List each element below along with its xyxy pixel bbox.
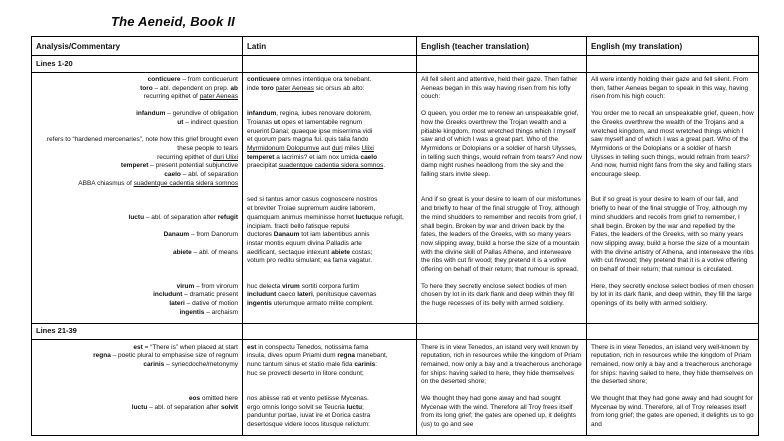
analysis-cell (32, 395, 243, 435)
latin-verse-line: incipiam. fracti bello fatisque repulsi (247, 222, 350, 230)
analysis-note-line: carinis – synecdoche/metonymy (143, 360, 238, 368)
latin-verse-line: quamquam animus meminisse horret luctuque refugit, (247, 213, 404, 221)
section-empty-cell (243, 323, 417, 340)
column-header-teacher-translation: English (teacher translation) (417, 37, 587, 56)
table-body (32, 37, 759, 436)
spacer-line (36, 196, 238, 205)
paragraph-row (32, 283, 759, 323)
my-translation-cell: But if so great is your desire to learn of our fall, and briefly to hear of the final struggle of Troy, although my mind shudders and recoils from grief to remember, I shall begin. Broken by the war and repelled by the Fates, the leaders of the Greeks, with so many years now slipping away, build a horse the size of a mountain with the divine artistry of Athena, and interweave the ribs with cut firwood; they pretend that it is a votive offering on behalf of their return; that rumour is circulated. (587, 196, 759, 282)
analysis-note-line: regna – poetic plural to emphasise size of regnum (93, 352, 238, 360)
analysis-note-line: est = “There is” when placed at start (133, 343, 238, 351)
page-title: The Aeneid, Book II (111, 14, 235, 29)
analysis-note-line: eos omitted here (188, 395, 238, 403)
latin-verse-line: temperet a lacrimis? et iam nox umida caelo (247, 153, 378, 161)
latin-verse-line: conticuere omnes intentique ora tenebant. (247, 76, 372, 83)
my-translation-cell: You order me to recall an unspeakable grief, queen, how the Greeks overthrew the wealth of the Trojans and a wretched kingdom, and most wretched things which I saw myself and of which I was a great part. Who of the Myrmidons or the Dolopians or a soldier of harsh Ulysses in telling such things, would refrain from tears? And now, humid night fans from the sky and falling stars encourage sleep. (587, 110, 759, 196)
latin-verse-line: praecipitat suadentque cadentia sidera somnos. (247, 162, 386, 170)
latin-verse-line: includunt caeco lateri, penitusque cavernas (247, 291, 377, 299)
analysis-note-line: luctu – abl. of separation after refugit (128, 213, 238, 221)
latin-verse-line: votum pro reditu simulant; ea fama vagatur. (247, 257, 373, 265)
spacer-line (36, 128, 238, 137)
analysis-cell (32, 283, 243, 323)
analysis-cell (32, 196, 243, 282)
latin-verse-line: et breviter Troiae supremum audire laborem, (247, 205, 376, 213)
teacher-translation-cell: O queen, you order me to renew an unspeakable grief, how the Greeks overthrew the Trojan wealth and a pitiable kingdom, most wretched things which I myself saw and of which I was a great part. Who of the Myrmidons or Dolopians or a soldier of harsh Ulysses, in telling such things, would refrain from tears? And now damp night rushes headlong from the sky and the falling stars invite sleep. (417, 110, 587, 196)
section-empty-cell (417, 56, 587, 73)
latin-verse-line: sed si tantus amor casus cognoscere nostros (247, 196, 378, 204)
section-label: Lines 1-20 (32, 56, 243, 73)
latin-verse-line: Troianas ut opes et lamentabile regnum (247, 118, 363, 126)
table-header-row (32, 37, 759, 56)
analysis-note-line: toro – abl. dependent on prep. ab (140, 84, 238, 92)
column-header-latin: Latin (243, 37, 417, 56)
teacher-translation-cell: We thought they had gone away and had sought Mycenae with the wind. Therefore all Troy frees itself from its long grief; the gates are opened up, it delights (us) to go and see (417, 395, 587, 435)
latin-verse-line: aedificant, sectaque intexunt abiete costas; (247, 248, 373, 256)
analysis-note-line: recurring epithet of duri Ulixi (157, 153, 238, 161)
latin-verse-line: insula, dives opum Priami dum regna manebant, (247, 352, 388, 360)
my-translation-cell: There is in view Tenedos, an island very well-known by reputation, rich in resources while the kingdom of Priam remained, now only a bay and a treacherous anchorage for ships: having sailed to here, they hide themselves on the deserted shore; (587, 340, 759, 396)
column-header-my-translation: English (my translation) (587, 37, 759, 56)
analysis-note-line: ingentis – archaism (179, 308, 238, 316)
paragraph-row (32, 72, 759, 110)
translation-table (31, 36, 759, 436)
analysis-note-line: lateri – dative of motion (169, 300, 238, 308)
latin-cell (243, 283, 417, 323)
latin-verse-line: Myrmidonum Dolopumve aut duri miles Ulixi (247, 144, 374, 152)
latin-verse-line: ergo omnis longo solvit se Teucria luctu; (247, 403, 364, 411)
section-empty-cell (587, 56, 759, 73)
latin-verse-line: desertosque videre locos litusque relictum: (247, 421, 370, 429)
teacher-translation-cell: And if so great is your desire to learn of our misfortunes and briefly to hear of the final struggle of Troy, although the mind shudders to remember and recoils from grief, I shall begin. Broken by war and driven back by the fates, the leaders of the Greeks, with so many years now slipping away, build a horse the size of a mountain with the divine skill of Pallas Athene, and interweave the ribs with cut fir wood; they pretend it is a votive offering on behalf of their return; that rumour is spread. (417, 196, 587, 282)
analysis-cell (32, 110, 243, 196)
analysis-note-line: recurring epithet of pater Aeneas (143, 93, 238, 101)
section-row (32, 56, 759, 73)
paragraph-row (32, 110, 759, 196)
paragraph-row (32, 196, 759, 282)
analysis-note-line: Danaum – from Danorum (163, 231, 238, 239)
latin-cell (243, 340, 417, 396)
paragraph-row (32, 395, 759, 435)
analysis-note-line: luctu – abl. of separation after solvit (131, 403, 238, 411)
analysis-note-line: includunt – dramatic present (153, 291, 238, 299)
latin-cell (243, 395, 417, 435)
latin-verse-line: nos abiisse rati et vento petiisse Mycenas. (247, 395, 369, 403)
latin-verse-line: huc se provecti deserto in litore condunt; (247, 369, 364, 377)
teacher-translation-cell: There is in view Tenedos, an island very well known by reputation, rich in resources while the kingdom of Priam remained, now only a bay and a treacherous anchorage for ships: having sailed to here, they hide themselves on the deserted shore; (417, 340, 587, 396)
my-translation-cell: We thought that they had gone away and had sought for Mycenae by wind. Therefore, all of Troy releases itself from long grief; the gates are opened, it delights us to go and (587, 395, 759, 435)
paragraph-row (32, 340, 759, 396)
latin-cell (243, 110, 417, 196)
analysis-note-line: virum – from virorum (176, 282, 238, 290)
analysis-note-line: abiete – abl. of means (172, 248, 238, 256)
latin-verse-line: et quorum pars magna fui. quis talia fando (247, 136, 369, 144)
analysis-note-line: infandum – gerundive of obligation (136, 110, 238, 118)
analysis-cell (32, 340, 243, 396)
teacher-translation-cell: To here they secretly enclose select bodies of men chosen by lot in its dark flank and deep within they fill the huge recesses of its belly with armed soldiery. (417, 283, 587, 323)
latin-verse-line: huc delecta virum sortiti corpora furtim (247, 282, 360, 290)
analysis-note-line: temperet – present potential subjunctive (120, 162, 238, 170)
spacer-line (36, 223, 238, 232)
section-row (32, 323, 759, 340)
section-empty-cell (417, 323, 587, 340)
column-header-analysis: Analysis/Commentary (32, 37, 243, 56)
analysis-note-line: conticuere – from conticuerunt (147, 76, 238, 83)
section-label: Lines 21-39 (32, 323, 243, 340)
analysis-note-line: refers to “hardened mercenaries”, note how this grief brought even these people to tears (46, 136, 238, 152)
latin-cell (243, 72, 417, 110)
latin-verse-line: ingentis uterumque armato milite complent. (247, 300, 374, 308)
latin-verse-line: infandum, regina, iubes renovare dolorem, (247, 110, 372, 118)
latin-verse-line: nunc tantum sinus et statio male fida carinis: (247, 360, 378, 368)
latin-verse-line: est in conspectu Tenedos, notissima fama (247, 343, 369, 351)
analysis-cell (32, 72, 243, 110)
spacer-line (36, 205, 238, 214)
analysis-note-line: ABBA chiasmus of suadentque cadentia sidera somnos (78, 179, 238, 187)
latin-verse-line: eruerint Danai; quaeque ipse miserrima vidi (247, 127, 373, 135)
my-translation-cell: All were intently holding their gaze and fell silent. From then, father Aeneas began to speak in this way, having risen from his high couch: (587, 72, 759, 110)
analysis-note-line: ut – indirect question (177, 118, 238, 126)
latin-verse-line: inde toro pater Aeneas sic orsus ab alto: (247, 84, 365, 92)
latin-verse-line: panduntur portae, iuvat ire et Dorica castra (247, 412, 371, 420)
spacer-line (36, 240, 238, 249)
section-empty-cell (587, 323, 759, 340)
teacher-translation-cell: All fell silent and attentive, held their gaze. Then father Aeneas began in this way having risen from his lofty couch: (417, 72, 587, 110)
latin-cell (243, 196, 417, 282)
my-translation-cell: Here, they secretly enclose select bodies of men chosen by lot in its dark flank, and deep within, they fill the large openings of its belly with armed soldiery. (587, 283, 759, 323)
section-empty-cell (243, 56, 417, 73)
analysis-note-line: caelo – abl. of separation (164, 171, 238, 179)
latin-verse-line: ductores Danaum tot iam labentibus annis (247, 231, 370, 239)
latin-verse-line: instar montis equum divina Palladis arte (247, 239, 362, 247)
